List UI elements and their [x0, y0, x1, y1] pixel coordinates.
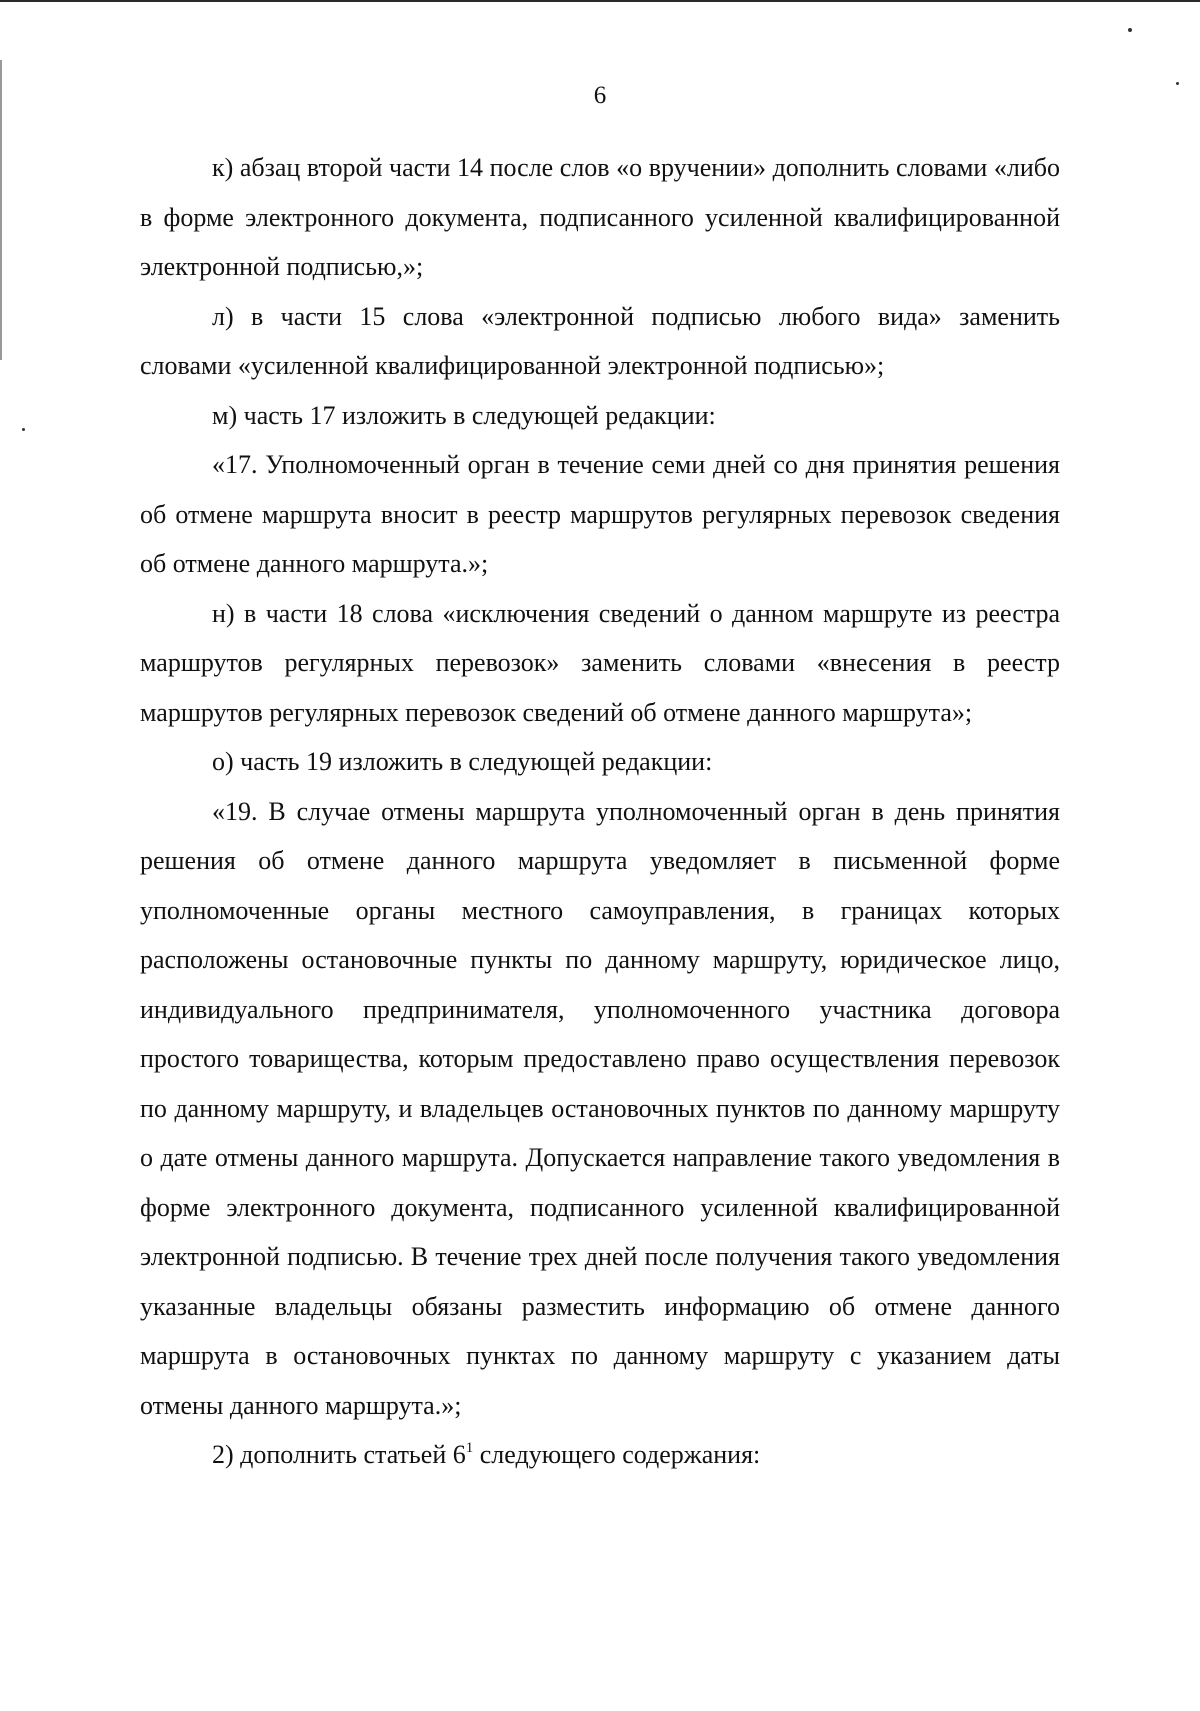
paragraph-19-text: «19. В случае отмены маршрута уполномоченный орган в день принятия решения об отмене данного маршрута уведомляет в письменной форме уполномоченные органы местного самоуправления, в границах которых расположены остановочные пункты по данному маршруту, юридическое лицо, индивидуального предпринимателя, уполномоченного участника договора простого товарищества, которым предоставлено право осуществления перевозок по данному маршруту, и владельцев остановочных пунктов по данному маршруту о дате отмены данного маршрута. Допускается направление такого уведомления в форме электронного документа, подписанного усиленной квалифицированной электронной подписью. В течение трех дней после получения такого уведомления указанные владельцы обязаны разместить информацию об отмене данного маршрута в остановочных пунктах по данному маршруту с указанием даты отмены данного маршрута.»; [140, 796, 1060, 1420]
document-body [140, 143, 1060, 1480]
page-number: 6 [593, 82, 607, 109]
top-scan-border [0, 0, 1200, 2]
paragraph-2-after: следующего содержания: [473, 1440, 761, 1469]
paragraph-k: к) абзац второй части 14 после слов «о вручении» дополнить словами «либо в форме электронного документа, подписанного усиленной квалифицированной электронной подписью,»; [140, 153, 1060, 281]
scan-speck [1128, 28, 1132, 32]
scan-speck [22, 428, 25, 431]
paragraph-m: м) часть 17 изложить в следующей редакции: [212, 400, 716, 430]
paragraph-n: н) в части 18 слова «исключения сведений о данном маршруте из реестра маршрутов регулярных перевозок» заменить словами «внесения в реестр маршрутов регулярных перевозок сведений об отмене данного маршрута»; [140, 598, 1060, 727]
paragraph-2 [140, 1430, 1060, 1480]
paragraph-2-before: 2) дополнить статьей 6 [212, 1440, 466, 1469]
paragraph-l: л) в части 15 слова «электронной подписью любого вида» заменить словами «усиленной квалифицированной электронной подписью»; [140, 301, 1060, 380]
article-superscript: 1 [465, 1440, 474, 1456]
paragraph-17-text: «17. Уполномоченный орган в течение семи дней со дня принятия решения об отмене маршрута вносит в реестр маршрутов регулярных перевозок сведения об отмене данного маршрута.»; [140, 450, 1060, 578]
paragraph-o: о) часть 19 изложить в следующей редакции: [212, 747, 713, 776]
